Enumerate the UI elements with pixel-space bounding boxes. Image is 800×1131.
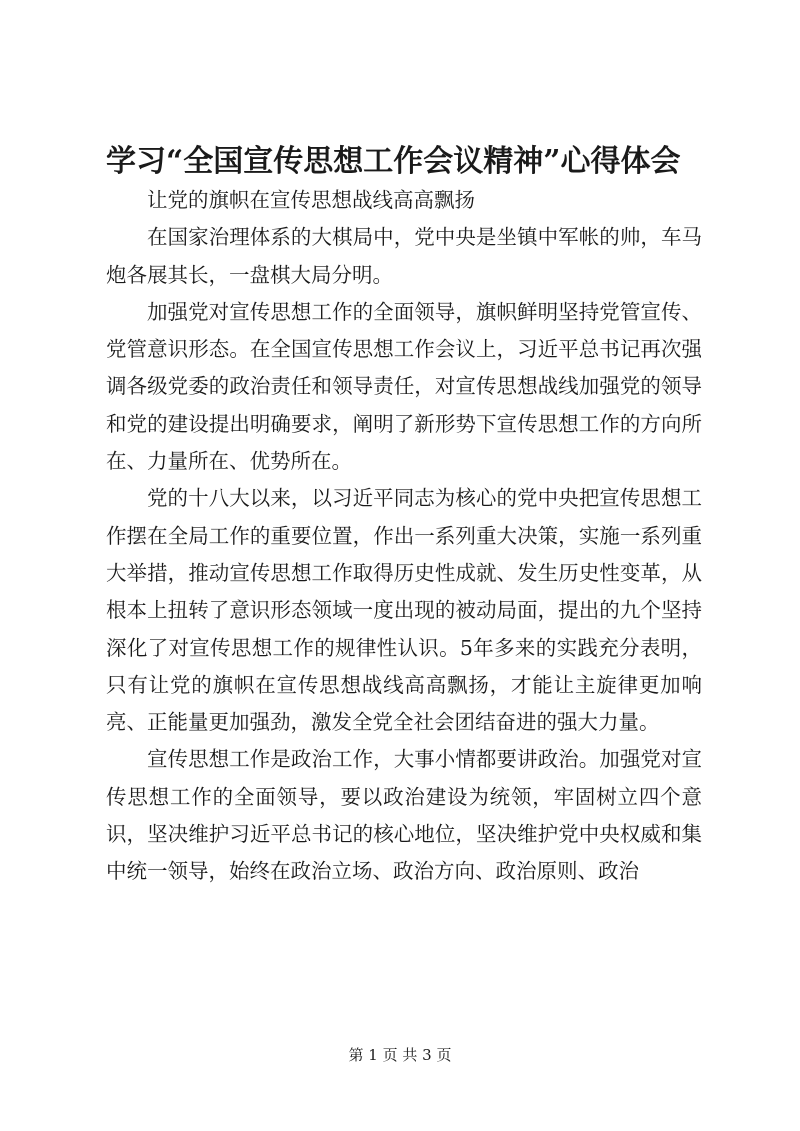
- paragraph: 宣传思想工作是政治工作，大事小情都要讲政治。加强党对宣传思想工作的全面领导，要以政治建设为统领，牢固树立四个意识，坚决维护习近平总书记的核心地位，坚决维护党中央权威和集中统一领导，始终在政治立场、政治方向、政治原则、政治: [106, 747, 702, 884]
- document-title: 学习“全国宣传思想工作会议精神”心得体会: [106, 144, 681, 179]
- document-body: [106, 182, 702, 891]
- paragraph: 加强党对宣传思想工作的全面领导，旗帜鲜明坚持党管宣传、党管意识形态。在全国宣传思想工作会议上，习近平总书记再次强调各级党委的政治责任和领导责任，对宣传思想战线加强党的领导和党的建设提出明确要求，阐明了新形势下宣传思想工作的方向所在、力量所在、优势所在。: [106, 299, 702, 474]
- paragraph: 党的十八大以来，以习近平同志为核心的党中央把宣传思想工作摆在全局工作的重要位置，作出一系列重大决策，实施一系列重大举措，推动宣传思想工作取得历史性成就、发生历史性变革，从根本上扭转了意识形态领域一度出现的被动局面，提出的九个坚持深化了对宣传思想工作的规律性认识。5年多来的实践充分表明，只有让党的旗帜在宣传思想战线高高飘扬，才能让主旋律更加响亮、正能量更加强劲，激发全党全社会团结奋进的强大力量。: [106, 486, 702, 735]
- paragraph: 在国家治理体系的大棋局中，党中央是坐镇中军帐的帅，车马炮各展其长，一盘棋大局分明。: [106, 225, 702, 287]
- page-number-footer: 第 1 页 共 3 页: [348, 1046, 452, 1064]
- paragraph-subtitle: 让党的旗帜在宣传思想战线高高飘扬: [147, 188, 475, 212]
